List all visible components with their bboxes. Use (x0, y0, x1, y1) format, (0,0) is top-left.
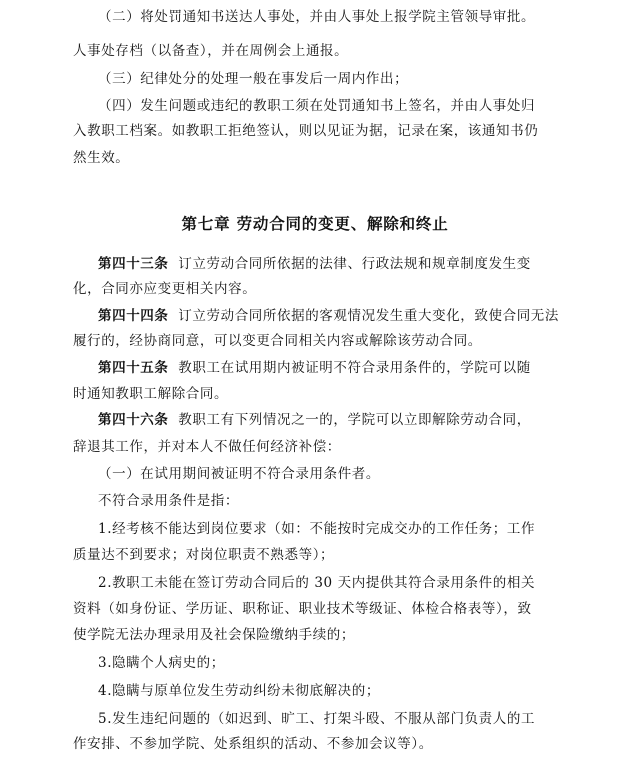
paragraph-line: 人事处存档（以备查），并在周例会上通报。 (73, 43, 349, 59)
list-item: 不符合录用条件是指： (98, 493, 239, 509)
article-line (98, 359, 531, 377)
list-item: 作安排、不参加学院、处系组织的活动、不参加会议等）。 (73, 736, 433, 752)
article-text: 教职工有下列情况之一的，学院可以立即解除劳动合同， (178, 412, 531, 428)
paragraph-line: 入教职工档案。如教职工拒绝签认，则以见证为据，记录在案，该通知书仍 (73, 123, 539, 139)
article-label: 第四十六条 (98, 412, 169, 428)
list-item: 质量达不到要求；对岗位职责不熟悉等）； (73, 547, 335, 563)
list-item: 5.发生违纪问题的（如迟到、旷工、打架斗殴、不服从部门负责人的工 (98, 711, 536, 727)
chapter-title: 第七章 劳动合同的变更、解除和终止 (181, 214, 449, 233)
article-text: 订立劳动合同所依据的客观情况发生重大变化，致使合同无法 (178, 308, 559, 324)
list-item: 资料（如身份证、学历证、职称证、职业技术等级证、体检合格表等），致 (73, 601, 532, 617)
list-item: （一）在试用期间被证明不符合录用条件者。 (98, 466, 380, 482)
list-item: 4.隐瞒与原单位发生劳动纠纷未彻底解决的； (98, 683, 380, 699)
article-label: 第四十三条 (98, 256, 169, 272)
article-line: 化，合同亦应变更相关内容。 (73, 281, 257, 297)
article-line (98, 255, 531, 273)
article-label: 第四十四条 (98, 308, 169, 324)
article-line (98, 411, 531, 429)
article-text: 教职工在试用期内被证明不符合录用条件的，学院可以随 (178, 360, 531, 376)
article-line (98, 307, 559, 325)
paragraph-line: （二）将处罚通知书送达人事处，并由人事处上报学院主管领导审批。 (98, 9, 536, 25)
article-line: 辞退其工作，并对本人不做任何经济补偿： (73, 439, 341, 455)
paragraph-line: （四）发生问题或违纪的教职工须在处罚通知书上签名，并由人事处归 (98, 98, 536, 114)
paragraph-line: 然生效。 (73, 150, 130, 166)
article-text: 订立劳动合同所依据的法律、行政法规和规章制度发生变 (178, 256, 531, 272)
list-item: 1.经考核不能达到岗位要求（如：不能按时完成交办的工作任务；工作 (98, 521, 536, 537)
list-item: 使学院无法办理录用及社会保险缴纳手续的； (73, 627, 355, 643)
list-item: 2.教职工未能在签订劳动合同后的 30 天内提供其符合录用条件的相关 (98, 575, 536, 591)
paragraph-line: （三）纪律处分的处理一般在事发后一周内作出； (98, 71, 409, 87)
article-line: 履行的，经协商同意，可以变更合同相关内容或解除该劳动合同。 (73, 333, 482, 349)
article-line: 时通知教职工解除合同。 (73, 386, 229, 402)
list-item: 3.隐瞒个人病史的； (98, 655, 225, 671)
article-label: 第四十五条 (98, 360, 169, 376)
